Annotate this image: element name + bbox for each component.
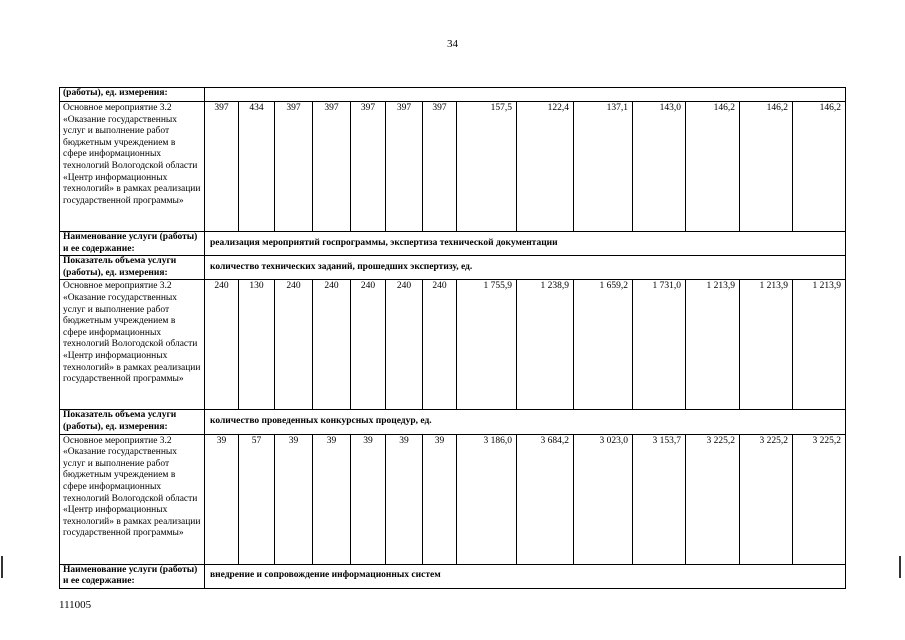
row-text: количество технических заданий, прошедших экспертизу, ед. xyxy=(205,256,846,280)
value-cell: 1 755,9 xyxy=(457,280,517,410)
value-cell: 397 xyxy=(205,102,239,232)
info-row xyxy=(60,410,846,434)
value-cell: 3 023,0 xyxy=(574,434,633,564)
value-cell: 157,5 xyxy=(457,102,517,232)
value-cell: 1 659,2 xyxy=(574,280,633,410)
empty-cell xyxy=(205,88,846,102)
value-cell: 130 xyxy=(239,280,275,410)
row-text: количество проведенных конкурсных процедур, ед. xyxy=(205,410,846,434)
value-cell: 3 225,2 xyxy=(793,434,846,564)
value-cell: 1 731,0 xyxy=(633,280,686,410)
value-cell: 146,2 xyxy=(793,102,846,232)
value-cell: 240 xyxy=(351,280,386,410)
data-row xyxy=(60,434,846,564)
row-label: (работы), ед. измерения: xyxy=(60,88,205,102)
value-cell: 3 684,2 xyxy=(517,434,574,564)
value-cell: 146,2 xyxy=(740,102,793,232)
value-cell: 240 xyxy=(313,280,351,410)
value-cell: 3 186,0 xyxy=(457,434,517,564)
value-cell: 1 213,9 xyxy=(793,280,846,410)
page-number: 34 xyxy=(447,38,458,50)
value-cell: 137,1 xyxy=(574,102,633,232)
value-cell: 1 213,9 xyxy=(740,280,793,410)
value-cell: 434 xyxy=(239,102,275,232)
value-cell: 3 153,7 xyxy=(633,434,686,564)
value-cell: 397 xyxy=(313,102,351,232)
value-cell: 57 xyxy=(239,434,275,564)
services-table xyxy=(59,87,846,589)
value-cell: 39 xyxy=(386,434,423,564)
value-cell: 240 xyxy=(386,280,423,410)
row-label: Наименование услуги (работы) и ее содержание: xyxy=(60,564,205,588)
value-cell: 39 xyxy=(205,434,239,564)
footer-code: 111005 xyxy=(59,599,92,611)
binding-mark xyxy=(899,556,901,578)
value-cell: 1 213,9 xyxy=(686,280,740,410)
value-cell: 397 xyxy=(275,102,313,232)
value-cell: 39 xyxy=(423,434,457,564)
value-cell: 146,2 xyxy=(686,102,740,232)
activity-label: Основное мероприятие 3.2 «Оказание государственных услуг и выполнение работ бюджетным учреждением в сфере информационных технологий Вологодской области «Центр информационных технологий» в рамках реализации государственной программы» xyxy=(60,102,205,232)
data-row xyxy=(60,102,846,232)
activity-label: Основное мероприятие 3.2 «Оказание государственных услуг и выполнение работ бюджетным учреждением в сфере информационных технологий Вологодской области «Центр информационных технологий» в рамках реализации государственной программы» xyxy=(60,434,205,564)
value-cell: 39 xyxy=(275,434,313,564)
table-row xyxy=(60,88,846,102)
value-cell: 3 225,2 xyxy=(740,434,793,564)
row-label: Наименование услуги (работы) и ее содержание: xyxy=(60,232,205,256)
row-text: реализация мероприятий госпрограммы, экспертиза технической документации xyxy=(205,232,846,256)
value-cell: 240 xyxy=(423,280,457,410)
value-cell: 3 225,2 xyxy=(686,434,740,564)
info-row xyxy=(60,256,846,280)
value-cell: 397 xyxy=(386,102,423,232)
value-cell: 240 xyxy=(275,280,313,410)
info-row xyxy=(60,564,846,588)
value-cell: 1 238,9 xyxy=(517,280,574,410)
value-cell: 397 xyxy=(423,102,457,232)
row-label: Показатель объема услуги (работы), ед. измерения: xyxy=(60,410,205,434)
activity-label: Основное мероприятие 3.2 «Оказание государственных услуг и выполнение работ бюджетным учреждением в сфере информационных технологий Вологодской области «Центр информационных технологий» в рамках реализации государственной программы» xyxy=(60,280,205,410)
binding-mark xyxy=(1,556,3,578)
value-cell: 39 xyxy=(351,434,386,564)
row-label: Показатель объема услуги (работы), ед. измерения: xyxy=(60,256,205,280)
value-cell: 397 xyxy=(351,102,386,232)
info-row xyxy=(60,232,846,256)
value-cell: 143,0 xyxy=(633,102,686,232)
data-row xyxy=(60,280,846,410)
row-text: внедрение и сопровождение информационных систем xyxy=(205,564,846,588)
value-cell: 122,4 xyxy=(517,102,574,232)
value-cell: 39 xyxy=(313,434,351,564)
value-cell: 240 xyxy=(205,280,239,410)
